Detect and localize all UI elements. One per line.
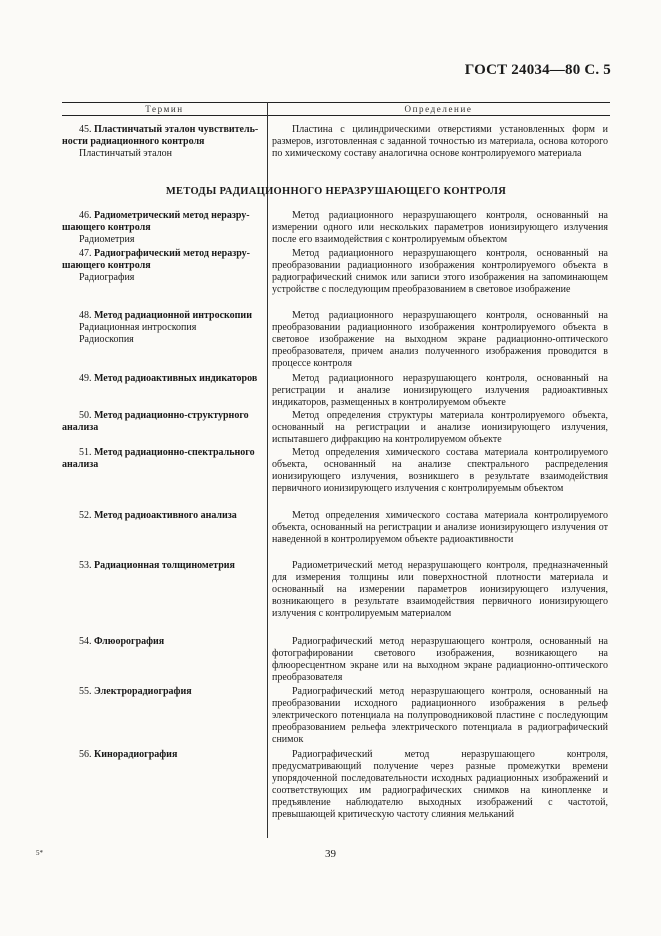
definition-text: Метод определения химического состава материала контролируемого объекта, основанный на анализе спектрального распределения ионизирующего излучения, возникшего в результате взаимодействия первичного ионизирующего излучения с контролируемым объектом <box>272 447 608 494</box>
term-number: 50. <box>79 410 92 421</box>
term-name: Метод радиоактивного анализа <box>94 510 237 521</box>
column-divider <box>267 102 268 838</box>
definition-text: Метод определения химического состава материала контролируемого объекта, основанный на регистрации и анализе ионизирующего излучения от наведенной в контролируемом объекте радиоактивности <box>272 510 608 545</box>
term-cell <box>62 510 267 522</box>
definition-text: Радиографический метод неразрушающего контроля, основанный на преобразовании исходного радиационного изображения в рельеф электрического потенциала на полупроводниковой пластине с последующим преобразованием рельефа электрического потенциала в радиографический снимок <box>272 686 608 745</box>
definition-text: Метод определения структуры материала контролируемого объекта, основанный на регистрации и анализе ионизирующего излучения, испытавшего дифракцию на контролируемом объекте <box>272 410 608 445</box>
signature-mark: 5* <box>36 849 43 857</box>
term-number: 46. <box>79 210 92 221</box>
term-name: Радиографический метод неразру- <box>94 248 250 259</box>
term-name: Метод радиационно-спектрального <box>94 447 255 458</box>
term-number: 56. <box>79 749 92 760</box>
column-header-term: Термин <box>145 104 184 114</box>
term-cell <box>62 410 267 434</box>
term-name: Электрорадиография <box>94 686 192 697</box>
term-cell <box>62 447 267 471</box>
section-title: МЕТОДЫ РАДИАЦИОННОГО НЕРАЗРУШАЮЩЕГО КОНТРОЛЯ <box>165 186 507 197</box>
term-name-continued: шающего контроля <box>62 222 151 233</box>
definition-text: Метод радиационного неразрушающего контроля, основанный на преобразовании радиационного изображения контролируемого объекта в световое изображение на выходном экране радиационно-оптического преобразователя, причем анализ полученного изображения проводится в процессе контроля <box>272 310 608 369</box>
term-cell <box>62 248 267 284</box>
term-name: Кинорадиография <box>94 749 178 760</box>
term-name: Радиометрический метод неразру- <box>94 210 250 221</box>
term-number: 52. <box>79 510 92 521</box>
term-cell <box>62 310 267 346</box>
term-synonym: Пластинчатый эталон <box>79 148 172 159</box>
page-number: 39 <box>325 848 336 860</box>
term-cell <box>62 210 267 246</box>
term-number: 47. <box>79 248 92 259</box>
term-name: Метод радиационно-структурного <box>94 410 249 421</box>
definition-text: Метод радиационного неразрушающего контроля, основанный на регистрации и анализе ионизирующего излучения радиоактивных индикаторов, размещенных в контролируемом объекте <box>272 373 608 408</box>
term-synonym: Радиационная интроскопия <box>79 322 197 333</box>
term-number: 45. <box>79 124 92 135</box>
term-cell <box>62 636 267 648</box>
term-name-continued: анализа <box>62 422 99 433</box>
term-name: Флюорография <box>94 636 165 647</box>
term-synonym: Радиометрия <box>79 234 135 245</box>
term-number: 49. <box>79 373 92 384</box>
page-header-title: ГОСТ 24034—80 С. 5 <box>464 62 611 78</box>
term-cell <box>62 124 267 160</box>
term-name-continued: анализа <box>62 459 99 470</box>
term-cell <box>62 373 267 385</box>
term-name-continued: шающего контроля <box>62 260 151 271</box>
term-cell <box>62 749 267 761</box>
term-synonym: Радиография <box>79 272 135 283</box>
table-header <box>62 102 610 116</box>
term-number: 54. <box>79 636 92 647</box>
term-name: Пластинчатый эталон чувствитель- <box>94 124 259 135</box>
definition-text: Радиометрический метод неразрушающего контроля, предназначенный для измерения толщины или поверхностной плотности материала и основанный на измерении параметров ионизирующего излучения, возникающего в результате взаимодействия первичного ионизирующего излучения с контролируемым материалом <box>272 560 608 619</box>
term-number: 48. <box>79 310 92 321</box>
term-number: 55. <box>79 686 92 697</box>
definition-text: Метод радиационного неразрушающего контроля, основанный на преобразовании радиационного изображения контролируемого объекта в радиографический снимок или записи этого изображения на запоминающем устройстве с последующим преобразованием в световое изображение <box>272 248 608 295</box>
definition-text: Пластина с цилиндрическими отверстиями установленных форм и размеров, изготовленная с заданной точностью из материала, основа которого по химическому составу аналогична основе контролируемого материала <box>272 124 608 159</box>
definition-text: Радиографический метод неразрушающего контроля, основанный на фотографировании светового изображения, возникающего на флюоресцентном экране или на выходном экране радиационно-оптического преобразователя <box>272 636 608 683</box>
term-name: Метод радиоактивных индикаторов <box>94 373 258 384</box>
definition-text: Метод радиационного неразрушающего контроля, основанный на измерении одного или нескольких параметров ионизирующего излучения после его взаимодействия с контролируемым объектом <box>272 210 608 245</box>
term-name-continued: ности радиационного контроля <box>62 136 205 147</box>
term-cell <box>62 560 267 572</box>
term-number: 53. <box>79 560 92 571</box>
definition-text: Радиографический метод неразрушающего контроля, предусматривающий получение через разные промежутки времени упорядоченной последовательности исходных радиационных изображений и соответствующих им радиографических снимков на кинопленке и предъявление наблюдателю выходных изображений с частотой, превышающей критическую частоту слияния мельканий <box>272 749 608 820</box>
column-header-definition: Определение <box>404 104 473 114</box>
term-name: Радиационная толщинометрия <box>94 560 235 571</box>
term-name: Метод радиационной интроскопии <box>94 310 252 321</box>
term-synonym: Радиоскопия <box>79 334 134 345</box>
term-number: 51. <box>79 447 92 458</box>
term-cell <box>62 686 267 698</box>
